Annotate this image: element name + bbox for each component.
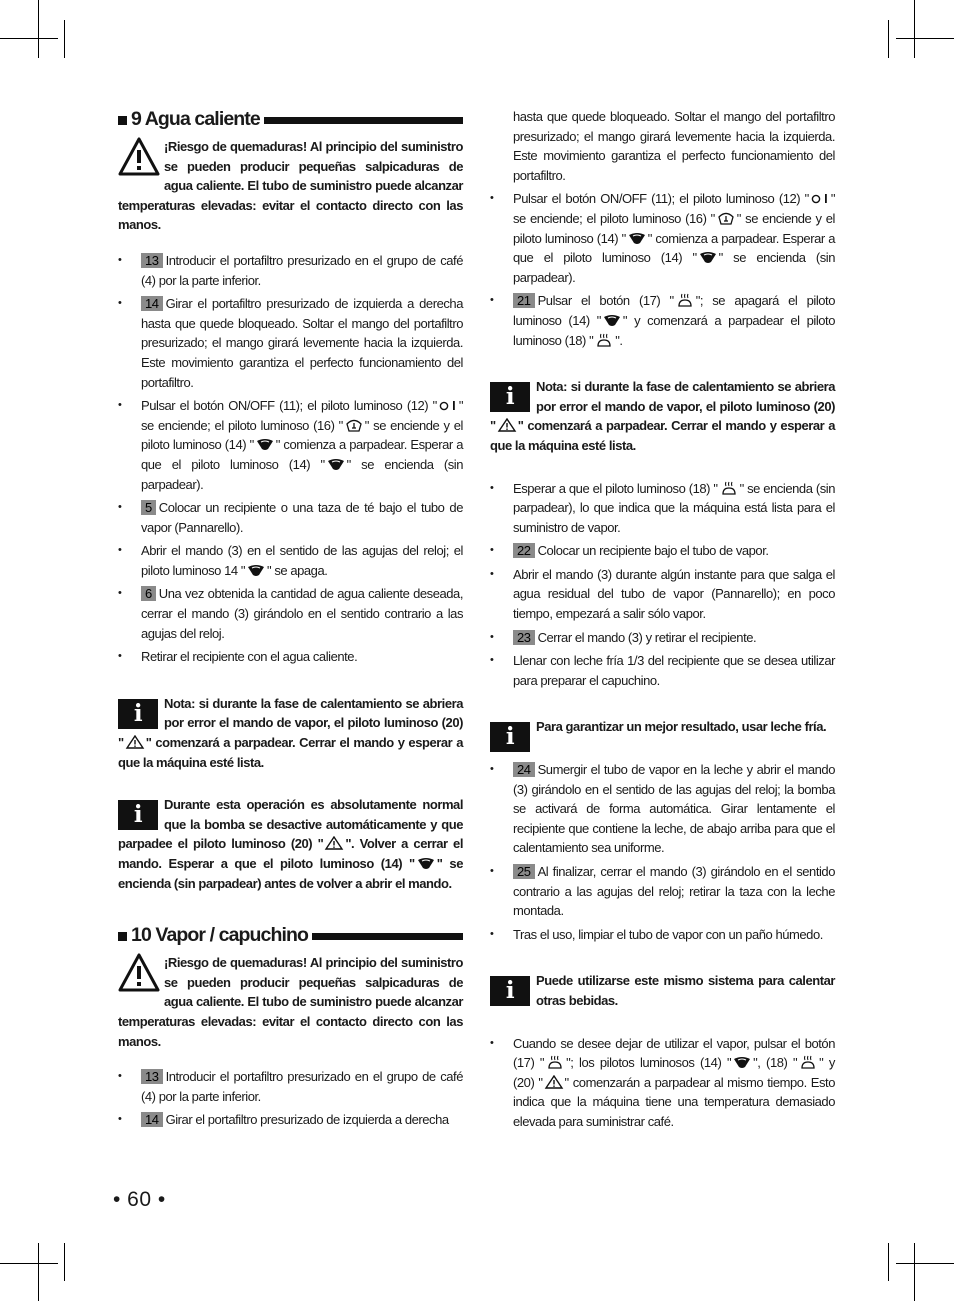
info-note	[490, 717, 835, 751]
step-text: " se encienda (sin parpadear), lo que indica que la máquina está lista para el suministro de vapor.	[513, 480, 835, 535]
note-text: Puede utilizarse este mismo sistema para calentar otras bebidas.	[536, 973, 835, 1008]
step-text: " comenzarán a parpadear al mismo tiempo. Esto indica que la máquina tiene una temperatura demasiado elevada para suministrar café.	[513, 1074, 835, 1129]
info-icon: i	[490, 976, 530, 1006]
alarm-triangle-icon	[544, 1075, 564, 1089]
steps-list	[490, 107, 835, 350]
coffee-cup-icon	[698, 250, 718, 264]
info-note	[490, 971, 835, 1010]
step-text: Llenar con leche fría 1/3 del recipiente que se desea utilizar para preparar el capuchino.	[513, 653, 835, 688]
coffee-cup-icon	[416, 856, 436, 870]
step-text: " se enciende y el piloto luminoso (14) "	[141, 417, 463, 453]
step-number: 13	[141, 1069, 163, 1084]
list-item	[118, 251, 463, 290]
info-icon: i	[118, 800, 158, 830]
step-number: 23	[513, 630, 535, 645]
step-text: " comienza a parpadear. Esperar a que el piloto luminoso (14) "	[513, 230, 835, 266]
section-square-icon	[118, 116, 127, 125]
info-icon: i	[490, 382, 530, 412]
list-item	[118, 294, 463, 392]
step-number: 22	[513, 543, 535, 558]
step-text: Tras el uso, limpiar el tubo de vapor con un paño húmedo.	[513, 926, 823, 942]
step-number: 6	[141, 586, 156, 601]
step-text: Cuando se desee dejar de utilizar el vapor, pulsar el botón (17) "	[513, 1035, 835, 1071]
coffee-cup-icon	[602, 313, 622, 327]
page-number: • 60 •	[113, 1188, 166, 1211]
warning-text: ¡Riesgo de quemaduras! Al principio del suministro se pueden producir pequeñas salpicaduras de agua caliente. El tubo de suministro puede alcanzar temperaturas elevadas: evitar el contacto directo con las manos.	[118, 139, 463, 233]
step-text: Girar el portafiltro presurizado de izquierda a derecha	[165, 1112, 449, 1128]
list-item	[118, 584, 463, 643]
step-text: Girar el portafiltro presurizado de izquierda a derecha hasta que quede bloqueado. Soltar el mango del portafiltro presurizado; el mango girará levemente hacia la izquierda. Este movimiento garantiza el perfecto funcionamiento del portafiltro.	[141, 296, 463, 390]
list-item	[118, 396, 463, 494]
info-note	[118, 694, 463, 772]
section-heading-10	[118, 923, 463, 949]
step-text: " comienza a parpadear. Esperar a que el piloto luminoso (14) "	[141, 437, 463, 472]
list-item	[490, 628, 835, 648]
section-rule	[264, 117, 463, 124]
list-item	[490, 565, 835, 624]
alarm-triangle-icon	[324, 836, 344, 850]
left-column	[118, 107, 463, 1134]
steps-list	[490, 760, 835, 944]
step-text: Retirar el recipiente con el agua caliente.	[141, 649, 358, 665]
steam-indicator-icon	[594, 333, 614, 347]
step-text: Abrir el mando (3) durante algún instante para que salga el agua residual del tubo de vapor (Pannarello); en poco tiempo, empezará a salir sólo vapor.	[513, 566, 835, 622]
info-note	[118, 795, 463, 893]
list-item	[118, 1067, 463, 1106]
step-number: 24	[513, 762, 535, 777]
step-text: Colocar un recipiente o una taza de té bajo el tubo de vapor (Pannarello).	[141, 500, 463, 535]
list-item	[490, 189, 835, 287]
temperature-indicator-icon	[344, 418, 364, 432]
step-text: " se enciende; el piloto luminoso (16) "	[513, 191, 835, 226]
list-item	[118, 1110, 463, 1130]
steps-list	[118, 251, 463, 667]
list-item	[490, 862, 835, 921]
list-item	[490, 291, 835, 350]
step-text: " se encienda (sin parpadear).	[513, 250, 836, 285]
step-text: "; los pilotos luminosos (14) "	[566, 1055, 732, 1071]
step-text: " se apaga.	[267, 562, 328, 578]
coffee-cup-icon	[246, 563, 266, 577]
step-text: " y comenzará a parpadear el piloto luminoso (18) "	[513, 312, 835, 348]
power-indicator-icon	[810, 191, 830, 205]
coffee-cup-icon	[326, 457, 346, 471]
crop-mark	[914, 1243, 915, 1301]
step-number: 13	[141, 253, 163, 268]
step-number: 21	[513, 293, 535, 308]
note-text: Para garantizar un mejor resultado, usar leche fría.	[536, 719, 827, 735]
note-text: ". Volver a cerrar el mando. Esperar a que el piloto luminoso (14) "	[118, 836, 463, 871]
step-text: " y (20) "	[513, 1055, 835, 1090]
warning-triangle-icon	[118, 953, 160, 993]
step-text: Pulsar el botón ON/OFF (11); el piloto luminoso (12) "	[141, 398, 437, 414]
crop-mark	[888, 20, 889, 58]
note-text: Nota: si durante la fase de calentamiento se abriera por error el mando de vapor, el piloto luminoso (20) "	[490, 379, 835, 434]
steam-indicator-icon	[719, 481, 739, 495]
step-text: Colocar un recipiente bajo el tubo de vapor.	[537, 543, 769, 559]
step-text: " se encienda (sin parpadear).	[141, 456, 464, 492]
step-text: ".	[615, 332, 623, 348]
step-text: "; se apagará el piloto luminoso (14) "	[513, 293, 835, 328]
crop-mark	[38, 1243, 39, 1301]
crop-mark	[914, 0, 915, 58]
list-item-continued	[490, 107, 835, 185]
section-title: 9 Agua caliente	[131, 108, 260, 131]
step-text: Esperar a que el piloto luminoso (18) "	[513, 480, 718, 496]
crop-mark	[64, 1243, 65, 1281]
note-text: " se encienda (sin parpadear) antes de volver a abrir el mando.	[118, 856, 463, 891]
temperature-indicator-icon	[716, 211, 736, 225]
crop-mark	[888, 1243, 889, 1281]
alarm-triangle-icon	[125, 735, 145, 749]
note-text: " comenzará a parpadear. Cerrar el mando y esperar a que la máquina esté lista.	[118, 735, 463, 770]
steps-list	[118, 1067, 463, 1130]
coffee-cup-icon	[255, 437, 275, 451]
section-heading-9	[118, 107, 463, 133]
steam-indicator-icon	[545, 1055, 565, 1069]
step-number: 14	[141, 296, 163, 311]
steam-indicator-icon	[675, 293, 695, 307]
list-item	[118, 541, 463, 580]
step-text: Introducir el portafiltro presurizado en el grupo de café (4) por la parte inferior.	[141, 1069, 463, 1104]
list-item	[490, 651, 835, 690]
coffee-cup-icon	[627, 231, 647, 245]
warning-box	[118, 953, 463, 1051]
step-text: Introducir el portafiltro presurizado en el grupo de café (4) por la parte inferior.	[141, 252, 463, 288]
steps-list	[490, 1034, 835, 1132]
steps-list	[490, 479, 835, 691]
step-number: 25	[513, 864, 535, 879]
step-text: Abrir el mando (3) en el sentido de las agujas del reloj; el piloto luminoso 14 "	[141, 543, 463, 578]
crop-mark	[38, 0, 39, 58]
crop-mark	[896, 38, 954, 39]
step-text: Al finalizar, cerrar el mando (3) girándolo en el sentido contrario a las agujas del reloj; retirar la taza con la leche montada.	[513, 864, 835, 919]
list-item	[490, 760, 835, 858]
warning-box	[118, 137, 463, 235]
info-note	[490, 377, 835, 455]
step-text: " se enciende; el piloto luminoso (16) "	[141, 398, 463, 433]
section-title: 10 Vapor / capuchino	[131, 924, 309, 947]
list-item	[118, 498, 463, 537]
right-column	[490, 107, 835, 1136]
step-text: Sumergir el tubo de vapor en la leche y abrir el mando (3) girándolo en el sentido de las agujas del reloj; la bomba se activará de forma automática. Girar lentamente el recipiente que contiene la leche, de abajo arriba para que el calentamiento sea uniforme.	[513, 762, 835, 856]
section-rule	[312, 933, 463, 940]
coffee-cup-icon	[732, 1055, 752, 1069]
section-square-icon	[118, 932, 127, 941]
warning-triangle-icon	[118, 137, 160, 177]
step-number: 5	[141, 500, 156, 515]
crop-mark	[64, 20, 65, 58]
list-item	[490, 479, 835, 538]
step-text: Una vez obtenida la cantidad de agua caliente deseada, cerrar el mando (3) girándolo en el sentido contrario a las agujas del reloj.	[141, 586, 463, 641]
step-text: " se enciende y el piloto luminoso (14) "	[513, 210, 835, 246]
note-text: Nota: si durante la fase de calentamiento se abriera por error el mando de vapor, el piloto luminoso (20) "	[118, 695, 463, 751]
list-item	[118, 647, 463, 667]
power-indicator-icon	[438, 398, 458, 412]
step-text: Pulsar el botón ON/OFF (11); el piloto luminoso (12) "	[513, 191, 809, 207]
note-text: Durante esta operación es absolutamente normal que la bomba se desactive automáticamente y que parpadee el piloto luminoso (20) "	[118, 797, 463, 852]
step-text: Cerrar el mando (3) y retirar el recipiente.	[537, 629, 757, 645]
note-text: " comenzará a parpadear. Cerrar el mando y esperar a que la máquina esté lista.	[490, 418, 835, 453]
list-item	[490, 925, 835, 945]
step-text: hasta que quede bloqueado. Soltar el mango del portafiltro presurizado; el mango girará levemente hacia la izquierda. Este movimiento garantiza el perfecto funcionamiento del portafiltro.	[513, 109, 835, 183]
list-item	[490, 541, 835, 561]
step-text: ", (18) "	[753, 1055, 798, 1071]
info-icon: i	[490, 722, 530, 752]
step-number: 14	[141, 1112, 163, 1127]
step-text: Pulsar el botón (17) "	[537, 293, 674, 309]
list-item	[490, 1034, 835, 1132]
steam-indicator-icon	[798, 1055, 818, 1069]
crop-mark	[0, 1263, 58, 1264]
alarm-triangle-icon	[497, 418, 517, 432]
info-icon: i	[118, 699, 158, 729]
crop-mark	[896, 1263, 954, 1264]
warning-text: ¡Riesgo de quemaduras! Al principio del suministro se pueden producir pequeñas salpicaduras de agua caliente. El tubo de suministro puede alcanzar temperaturas elevadas: evitar el contacto directo con las manos.	[118, 955, 463, 1049]
crop-mark	[0, 38, 58, 39]
